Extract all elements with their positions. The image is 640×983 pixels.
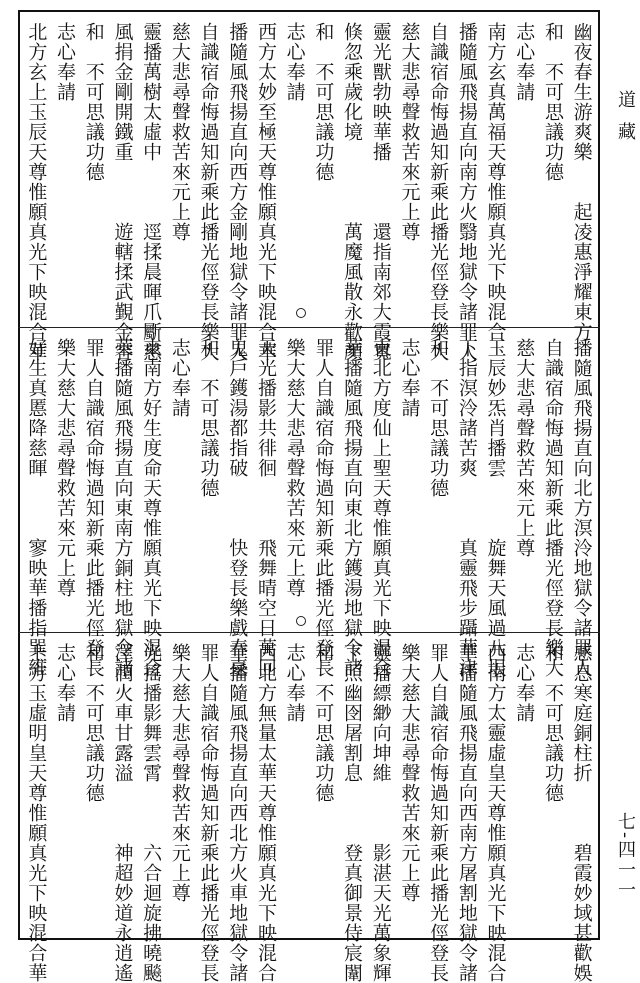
text-column: 樂大慈大悲尋聲救苦來元上尊 bbox=[54, 338, 77, 598]
text-column: 自識宿命悔過知新乘此播光俓登長樂大 bbox=[427, 22, 450, 362]
text-section-bottom bbox=[22, 643, 596, 983]
text-column: 自識宿命悔過知新乘此播光俓登長樂大 bbox=[197, 22, 220, 362]
text-section-top bbox=[22, 22, 596, 362]
text-column: 播隨風飛揚直向南方火翳地獄令諸罪人 bbox=[455, 22, 478, 362]
text-column: 下照幽囹屠割息 登真御景侍宸闈 bbox=[341, 643, 364, 983]
section-circle-marker bbox=[296, 616, 306, 626]
text-column: 自識宿命悔過知新乘此播光俓登長樂大 bbox=[541, 338, 564, 678]
text-column: 華播隨風飛揚直向西南方屠割地獄令諸 bbox=[455, 643, 478, 983]
folio-number: 七-四一一 bbox=[615, 812, 636, 901]
text-column: 罪人自識宿命悔過知新乘此播光俓登長 bbox=[197, 643, 220, 983]
section-divider bbox=[18, 327, 600, 328]
text-column: 播隨風飛揚直向北方溟泠地獄令諸罪人 bbox=[570, 338, 593, 678]
text-column: 志心奉請 bbox=[54, 643, 77, 723]
text-column: 樂大慈大悲尋聲救苦來元上尊 bbox=[283, 338, 306, 598]
text-column: 和 不可思議功德 bbox=[82, 22, 105, 182]
text-column: 樂大慈大悲尋聲救苦來元上尊 bbox=[168, 643, 191, 903]
text-column: 罪人自識宿命悔過知新乘此播光俓登長 bbox=[312, 338, 335, 678]
text-column: 澤潤火車甘露溢 神超妙道永逍遙 bbox=[111, 643, 134, 983]
text-column: 風捐金剛開鐵重 遊轄揉武覲金容 bbox=[111, 22, 134, 362]
text-column: 北方玄上玉辰天尊惟願真光下映混合華 bbox=[25, 22, 48, 362]
text-column: 東南方好生度命天尊惟願真光下映混合 bbox=[140, 338, 163, 678]
text-section-middle bbox=[22, 338, 596, 678]
text-column: 下指溟泠諸苦爽 真靈飛步躡華津 bbox=[455, 338, 478, 678]
text-column: 慈大悲尋聲救苦來元上尊 bbox=[168, 22, 191, 242]
text-column: 志心奉請 bbox=[513, 643, 536, 723]
text-column: 罪人自識宿命悔過知新乘此播光俓登長 bbox=[427, 643, 450, 983]
text-column: 靈播縹緲向坤維 影湛天光萬象輝 bbox=[369, 643, 392, 983]
text-column: 慈大悲尋聲救苦來元上尊 bbox=[513, 338, 536, 558]
text-column: 和 不可思議功德 bbox=[82, 643, 105, 803]
text-column: 西方太妙至極天尊惟願真光下映混合華 bbox=[254, 22, 277, 362]
text-column: 志心奉請 bbox=[283, 22, 306, 102]
text-column: 志心奉請 bbox=[54, 22, 77, 102]
text-column: 和 不可思議功德 bbox=[312, 22, 335, 182]
collection-title: 道藏 bbox=[615, 90, 636, 154]
text-column: 華播隨風飛揚直向東南方銅柱地獄令諸 bbox=[111, 338, 134, 678]
text-column: 好生真慝降慈暉 寥映華播指巽維 bbox=[25, 338, 48, 678]
text-column: 播隨風飛揚直向西方金剛地獄令諸罪人 bbox=[226, 22, 249, 362]
text-column: 和 不可思議功德 bbox=[541, 643, 564, 803]
text-column: 天光播影共徘徊 飛舞晴空日萬回 bbox=[254, 338, 277, 678]
text-column: 上方玉虛明皇天尊惟願真光下映混合華 bbox=[25, 643, 48, 983]
text-column: 志心奉請 bbox=[513, 22, 536, 102]
text-column: 東北方度仙上聖天尊惟願真光下映混合 bbox=[369, 338, 392, 678]
text-column: 西北方無量太華天尊惟願真光下映混合 bbox=[254, 643, 277, 983]
text-column: 靈播萬樹太虛中 逕揉晨暉爪斸慈 bbox=[140, 22, 163, 362]
text-column: 幽夜春生游爽樂 起凌惠淨耀東方 bbox=[570, 22, 593, 342]
text-column: 志心奉請 bbox=[398, 338, 421, 418]
text-column: 和 不可思議功德 bbox=[427, 338, 450, 498]
text-column: 靈光獸勃映華播 還指南郊大霞寬 bbox=[369, 22, 392, 362]
text-column: 南方玄真萬福天尊惟願真光下映混合 bbox=[484, 22, 507, 342]
text-column: 志心奉請 bbox=[168, 338, 191, 418]
text-column: 樂大慈大悲尋聲救苦來元上尊 bbox=[398, 643, 421, 903]
text-column: 倏忽乘歲化境 萬魔風散永歡顏 bbox=[341, 22, 364, 362]
text-column: 鬼戶鑊湯都指破 快登長樂戲春臺 bbox=[226, 338, 249, 678]
text-column: 和 不可思議功德 bbox=[541, 22, 564, 182]
section-divider bbox=[18, 632, 600, 633]
text-column: 志心奉請 bbox=[283, 643, 306, 723]
text-column: 慈大悲尋聲救苦來元上尊 bbox=[398, 22, 421, 242]
text-column: 華播隨風飛揚直向東北方鑊湯地獄令諸 bbox=[341, 338, 364, 678]
text-column: 西南方太靈虛皇天尊惟願真光下映混合 bbox=[484, 643, 507, 983]
text-column: 罪人自識宿命悔過知新乘此播光俓登長 bbox=[82, 338, 105, 678]
text-column: 玉辰妙炁肖播雲 旋舞天風過八垠 bbox=[484, 338, 507, 678]
text-column: 感息寒庭銅柱折 碧霞妙域甚歡娛 bbox=[570, 643, 593, 983]
text-column: 光搖播影舞雲霄 六合迴旋拂曉飈 bbox=[140, 643, 163, 983]
text-column: 華播隨風飛揚直向西北方火車地獄令諸 bbox=[226, 643, 249, 983]
section-circle-marker bbox=[296, 308, 306, 318]
text-column: 和 不可思議功德 bbox=[197, 338, 220, 498]
text-column: 和 不可思議功德 bbox=[312, 643, 335, 803]
